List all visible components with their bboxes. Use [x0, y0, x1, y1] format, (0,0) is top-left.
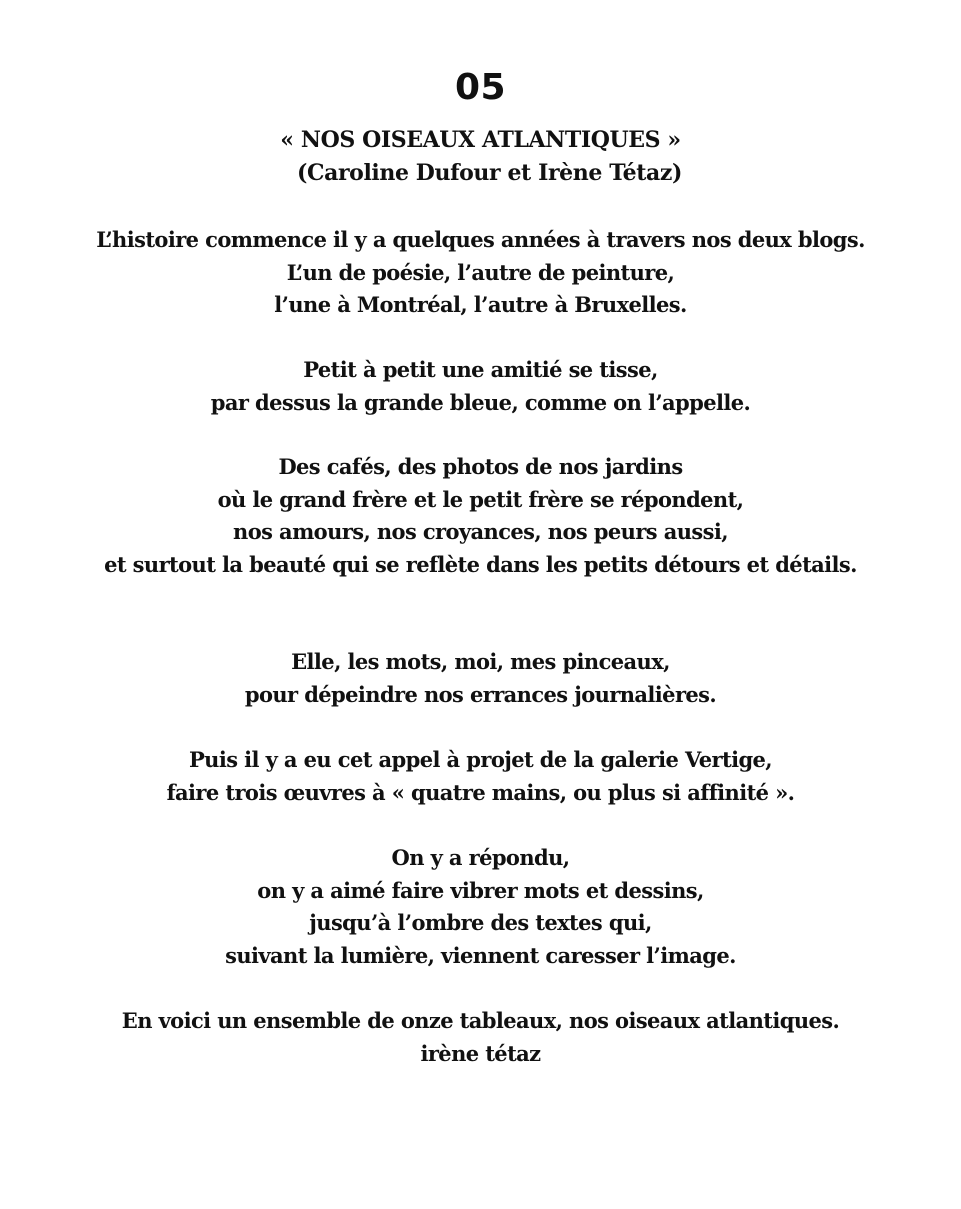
stanza-line: On y a répondu, [391, 845, 570, 870]
stanza-line: par dessus la grande bleue, comme on l’appelle. [210, 389, 751, 415]
stanza-line: l’une à Montréal, l’autre à Bruxelles. [274, 292, 687, 317]
stanza-line: Elle, les mots, moi, mes pinceaux, [291, 649, 670, 674]
stanza-line: on y a aimé faire vibrer mots et dessins, [257, 877, 704, 903]
stanza-line: Petit à petit une amitié se tisse, [303, 357, 658, 382]
stanza-line: jusqu’à l’ombre des textes qui, [309, 910, 652, 935]
stanza-4 [0, 646, 961, 711]
stanza-2 [0, 354, 961, 419]
stanza-line: Puis il y a eu cet appel à projet de la galerie Vertige, [188, 747, 773, 772]
stanza-5 [0, 744, 961, 809]
poem-title: « NOS OISEAUX ATLANTIQUES » [280, 127, 681, 153]
stanza-line: L’histoire commence il y a quelques années à travers nos deux blogs. [96, 227, 865, 252]
stanza-line: et surtout la beauté qui se reflète dans les petits détours et détails. [104, 551, 857, 577]
stanza-line: nos amours, nos croyances, nos peurs aussi, [233, 519, 728, 544]
stanza-1 [0, 224, 961, 322]
stanza-line: L’un de poésie, l’autre de peinture, [286, 259, 675, 285]
stanza-line: suivant la lumière, viennent caresser l’image. [225, 942, 736, 968]
stanza-line: En voici un ensemble de onze tableaux, nos oiseaux atlantiques. [121, 1008, 840, 1033]
stanza-line: où le grand frère et le petit frère se répondent, [217, 486, 744, 512]
stanza-line: pour dépeindre nos errances journalières. [244, 681, 717, 707]
stanza-line: faire trois œuvres à « quatre mains, ou plus si affinité ». [166, 779, 795, 805]
stanza-6 [0, 842, 961, 972]
signature: irène tétaz [420, 1040, 541, 1066]
title-block [0, 124, 961, 189]
poem-authors: (Caroline Dufour et Irène Tétaz) [297, 159, 682, 186]
page-number: 05 [454, 67, 507, 108]
stanza-line: Des cafés, des photos de nos jardins [278, 454, 683, 479]
stanza-3 [0, 451, 961, 581]
stanza-7 [0, 1005, 961, 1070]
